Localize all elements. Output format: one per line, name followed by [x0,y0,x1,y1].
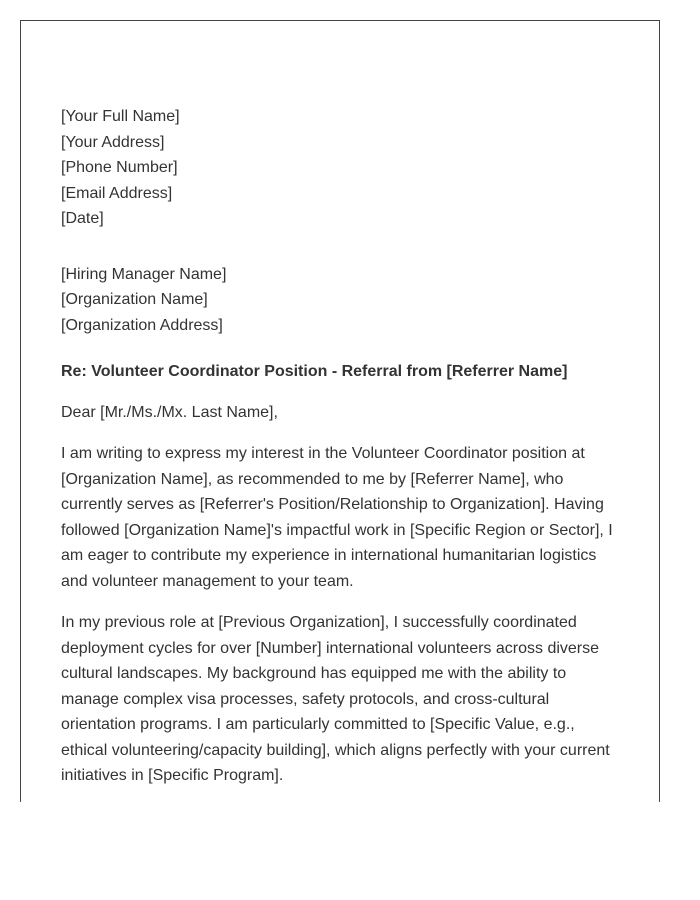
letter-body [61,104,621,802]
body-paragraph-2: In my previous role at [Previous Organization], I successfully coordinated deployment cycles for over [Number] international volunteers across diverse cultural landscapes. My background has equipped me with the ability to manage complex visa processes, safety protocols, and cross-cultural orientation programs. I am particularly committed to [Specific Value, e.g., ethical volunteering/capacity building], which aligns perfectly with your current initiatives in [Specific Program]. [61,614,610,784]
sender-address: [Your Address] [61,133,165,151]
salutation: Dear [Mr./Ms./Mx. Last Name], [61,403,278,421]
recipient-organization: [Organization Name] [61,291,208,308]
sender-block [61,104,621,232]
sender-email: [Email Address] [61,184,173,202]
subject-line: Re: Volunteer Coordinator Position - Referral from [Referrer Name] [61,363,568,380]
recipient-block [61,262,621,339]
recipient-address: [Organization Address] [61,316,223,334]
sender-name: [Your Full Name] [61,108,180,125]
letter-date: [Date] [61,210,104,227]
recipient-name: [Hiring Manager Name] [61,265,227,283]
sender-phone: [Phone Number] [61,159,178,176]
letter-page [20,20,660,802]
body-paragraph-1: I am writing to express my interest in the Volunteer Coordinator position at [Organization Name], as recommended to me by [Referrer Name], who currently serves as [Referrer's Position/Relationship to Organization]. Having followed [Organization Name]'s impactful work in [Specific Region or Sector], I am eager to contribute my experience in international humanitarian logistics and volunteer management to your team. [61,445,613,590]
